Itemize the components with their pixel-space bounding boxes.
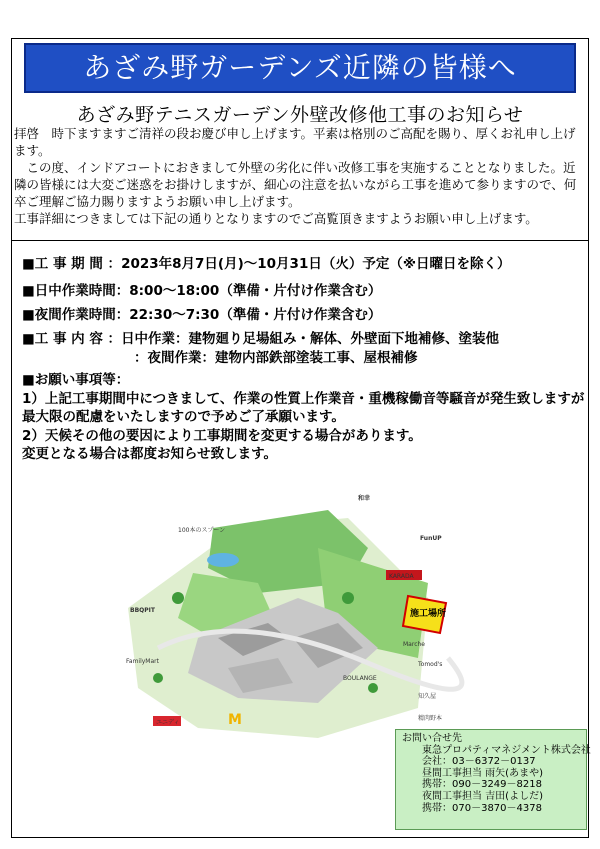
content-label: ■工 事 内 容 ： [22, 331, 122, 347]
notice-subtitle: あざみ野テニスガーデン外壁改修他工事のお知らせ [76, 104, 524, 126]
period-label: ■工 事 期 間 ： [22, 256, 122, 272]
shop-nomoto: 精肉野本 [418, 715, 443, 722]
day-hours-row [22, 279, 381, 299]
site-map [118, 488, 468, 770]
greeting-paragraph-2: この度、インドアコートにおきまして外壁の劣化に伴い改修工事を実施することとなりました。近隣の皆様には大変ご迷惑をお掛けしますが、細心の注意を払いながら工事を進めて参りますので、何卒ご理解ご協力賜りますようお願い申し上げます。 [14, 160, 577, 209]
shop-familymart: FamilyMart [126, 658, 159, 665]
period-value: 2023年8月7日(月)～10月31日（火）予定（※日曜日を除く） [121, 256, 511, 272]
map-tree [153, 673, 163, 683]
request-item-2-note: 変更となる場合は都度お知らせ致します。 [22, 446, 278, 462]
contact-title: お問い合せ先 [402, 733, 462, 744]
content-day-value: 日中作業：建物廻り足場組み・解体、外壁面下地補修、塗装他 [121, 331, 500, 347]
day-hours-label: ■日中作業時間： [22, 283, 130, 299]
request-item-1: 1）上記工事期間中につきまして、作業の性質上作業音・重機稼働音等騒音が発生致しますが最大限の配慮をいたしますので予めご了承願います。 [22, 390, 585, 425]
night-hours-row [22, 303, 381, 323]
shop-bbqpit: BBQPIT [130, 607, 155, 614]
contact-day-tel: 携帯：090－3249－8218 [422, 779, 542, 791]
shop-marche: Marche [403, 641, 425, 648]
shop-spoon: 100本のスプーン [178, 527, 226, 534]
period-row [22, 252, 510, 272]
contact-night-person: 夜間工事担当 吉田(よしだ) [422, 790, 543, 802]
section-divider [11, 240, 589, 241]
greeting-paragraph-1: 拝啓 時下ますますご清祥の段お慶び申し上げます。平素は格別のご高配を賜り、厚くお礼申し上げます。 [14, 126, 576, 158]
construction-site-label: 施工場所 [410, 609, 447, 619]
shop-boulange: BOULANGE [343, 675, 377, 682]
shop-yunidi: ユニディ [156, 719, 180, 726]
request-section [22, 371, 588, 464]
day-hours-value: 8:00～18:00（準備・片付け作業含む） [129, 283, 382, 299]
map-tree [368, 683, 378, 693]
greeting-text [14, 125, 586, 227]
contact-night-tel: 携帯：070－3870－4378 [422, 802, 542, 814]
mcdonalds-icon: M [228, 712, 242, 728]
map-tree [342, 592, 354, 604]
night-hours-value: 22:30～7:30（準備・片付け作業含む） [129, 307, 382, 323]
shop-chikyu: 知久屋 [418, 693, 437, 700]
content-night-value: ：夜間作業：建物内部鉄部塗装工事、屋根補修 [134, 350, 418, 366]
map-pond [207, 553, 239, 567]
contact-company-tel: 会社：03－6372－0137 [422, 756, 536, 768]
shop-karada: KARADA [389, 573, 414, 580]
page-title-banner: あざみ野ガーデンズ近隣の皆様へ [24, 43, 576, 93]
shop-tomod: Tomod's [418, 661, 443, 668]
content-night-row [134, 346, 418, 366]
map-tree [172, 592, 184, 604]
shop-funup: FunUP [420, 535, 442, 542]
contact-box [395, 729, 591, 830]
shop-wakou: 和幸 [358, 495, 371, 502]
request-heading: ■お願い事項等： [22, 372, 130, 388]
contact-company: 東急プロパティマネジメント株式会社 [422, 744, 591, 756]
night-hours-label: ■夜間作業時間： [22, 307, 130, 323]
request-item-2: 2）天候その他の要因により工事期間を変更する場合があります。 [22, 427, 422, 444]
content-row [22, 327, 499, 347]
contact-day-person: 昼間工事担当 雨矢(あまや) [422, 767, 543, 779]
greeting-paragraph-3: 工事詳細につきましては下記の通りとなりますのでご高覧頂きますようお願い申し上げます。 [14, 211, 538, 226]
